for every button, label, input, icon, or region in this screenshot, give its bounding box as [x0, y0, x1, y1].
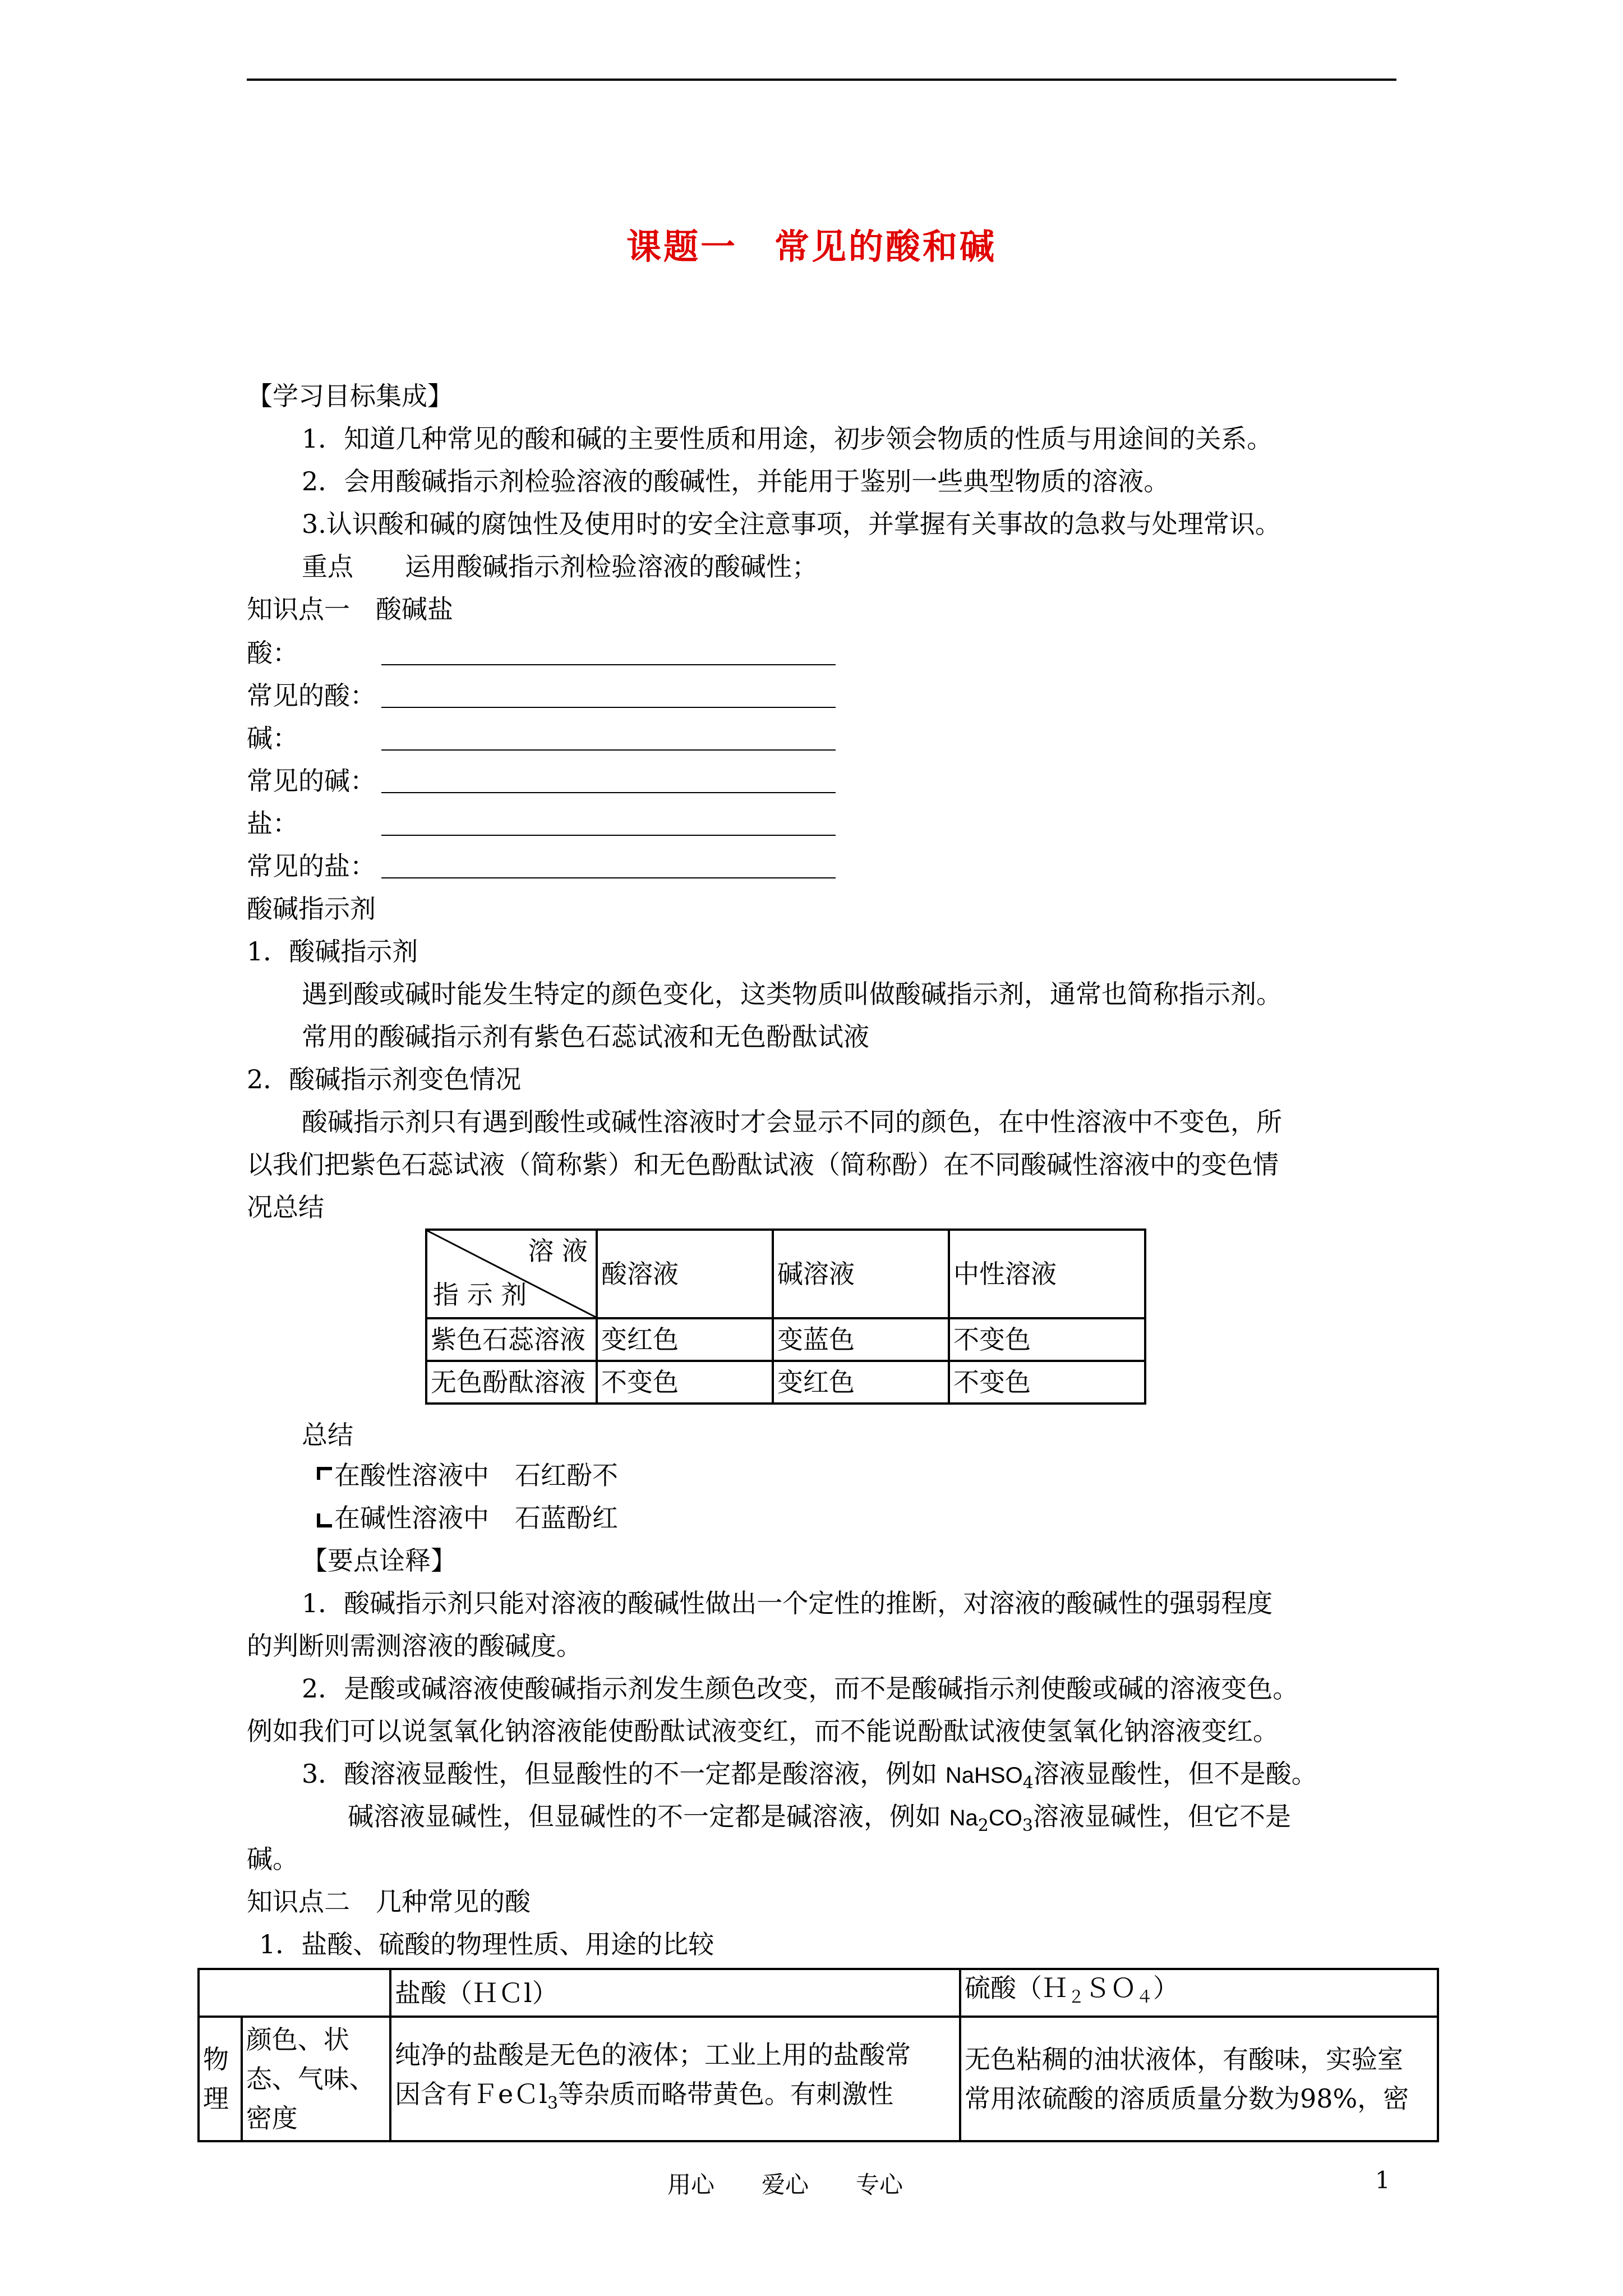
- answer-blank[interactable]: [381, 853, 836, 878]
- section-2-line: 以我们把紫色石蕊试液（简称紫）和无色酚酞试液（简称酚）在不同酸碱性溶液中的变色情: [247, 1149, 1279, 1180]
- header-text: 硫酸（Ｈ: [965, 1973, 1068, 2003]
- indicator-heading: 酸碱指示剂: [247, 894, 376, 924]
- cell-line: 无色粘稠的油状液体，有酸味，实验室: [965, 2044, 1403, 2075]
- cell-text: 等杂质而略带黄色。有刺激性: [558, 2078, 894, 2109]
- cell-text: 因含有ＦeＣl: [395, 2078, 547, 2109]
- section-2-heading: 2．酸碱指示剂变色情况: [247, 1064, 522, 1094]
- note-text: 3．酸溶液显酸性，但显酸性的不一定都是酸溶液，例如: [302, 1759, 946, 1789]
- answer-blank[interactable]: [381, 810, 836, 836]
- page-title: 课题一 常见的酸和碱: [626, 226, 997, 267]
- blank-label: 碱：: [247, 723, 298, 753]
- note-line: 碱。: [247, 1844, 298, 1874]
- table-cell: 变红色: [597, 1318, 773, 1361]
- note-line: 2．是酸或碱溶液使酸碱指示剂发生颜色改变，而不是酸碱指示剂使酸或碱的溶液变色。: [302, 1673, 1299, 1704]
- blank-line: [247, 807, 298, 840]
- note-line: [348, 1800, 1291, 1843]
- summary-line: 在碱性溶液中 石蓝酚红: [334, 1503, 618, 1533]
- section-1-paragraph: 遇到酸或碱时能发生特定的颜色变化，这类物质叫做酸碱指示剂，通常也简称指示剂。: [302, 979, 1282, 1009]
- page-number: 1: [1375, 2166, 1390, 2194]
- blank-label: 常见的碱：: [247, 766, 376, 796]
- acid-comparison-table: [197, 1968, 1439, 2142]
- subscript: ２: [1068, 1987, 1085, 2008]
- table-cell: 不变色: [949, 1318, 1145, 1361]
- subscript: 4: [1022, 1773, 1034, 1793]
- blank-line: [247, 721, 298, 755]
- footer-center: 用心 爱心 专心: [667, 2171, 903, 2198]
- chemical-formula: Na: [949, 1806, 978, 1830]
- table-header-cell: 碱溶液: [773, 1230, 949, 1318]
- blank-line: [247, 764, 376, 798]
- section-2-line: 酸碱指示剂只有遇到酸性或碱性溶液时才会显示不同的颜色，在中性溶液中不变色，所: [302, 1107, 1282, 1137]
- summary-label: 总结: [302, 1420, 353, 1450]
- answer-blank[interactable]: [381, 725, 836, 751]
- cell-line: [395, 2074, 956, 2123]
- kp2-subheading: 1．盐酸、硫酸的物理性质、用途的比较: [259, 1929, 714, 1959]
- table-cell: [390, 2017, 960, 2141]
- blank-label: 酸：: [247, 638, 298, 668]
- blank-label: 常见的盐：: [247, 851, 376, 881]
- answer-blank[interactable]: [381, 639, 836, 665]
- table-cell: 变蓝色: [773, 1318, 949, 1361]
- corner-top-label: 溶 液: [528, 1236, 588, 1266]
- table-header-cell: 酸溶液: [597, 1230, 773, 1318]
- table-cell: 不变色: [949, 1361, 1145, 1404]
- kp1-heading: 知识点一 酸碱盐: [247, 594, 453, 624]
- table-cell: [960, 2017, 1438, 2141]
- table-cell: 变红色: [773, 1361, 949, 1404]
- blank-line: [247, 849, 376, 883]
- subscript: 3: [1022, 1816, 1033, 1836]
- section-2-line: 况总结: [247, 1192, 324, 1222]
- table-row: [426, 1318, 1145, 1361]
- indicator-color-table: [425, 1228, 1146, 1405]
- goal-1: 1．知道几种常见的酸和碱的主要性质和用途，初步领会物质的性质与用途间的关系。: [302, 424, 1273, 454]
- note-line: [302, 1757, 1317, 1800]
- kp2-heading: 知识点二 几种常见的酸: [247, 1887, 531, 1917]
- note-line: 1．酸碱指示剂只能对溶液的酸碱性做出一个定性的推断，对溶液的酸碱性的强弱程度: [302, 1588, 1273, 1618]
- cell-line: 常用浓硫酸的溶质质量分数为98%，密: [965, 2083, 1409, 2114]
- chemical-formula: NaHSO: [945, 1763, 1023, 1788]
- table-cell: 无色酚酞溶液: [426, 1361, 597, 1404]
- header-rule: [247, 79, 1396, 81]
- header-text: ）: [1153, 1973, 1179, 2003]
- blank-label: 常见的酸：: [247, 680, 376, 711]
- table-corner-cell: [199, 1969, 390, 2017]
- subscript: ４: [1136, 1987, 1153, 2008]
- summary-bracket: [314, 1466, 336, 1539]
- table-header-cell: 盐酸（ＨＣl）: [390, 1969, 960, 2017]
- subscript: 3: [547, 2093, 559, 2113]
- chemical-formula: CO: [988, 1806, 1022, 1830]
- note-text: 溶液显碱性，但它不是: [1032, 1801, 1291, 1832]
- table-cell: 不变色: [597, 1361, 773, 1404]
- section-1-paragraph: 常用的酸碱指示剂有紫色石蕊试液和无色酚酞试液: [302, 1022, 869, 1052]
- subscript: 2: [978, 1816, 989, 1836]
- header-text: ＳＯ: [1085, 1973, 1136, 2003]
- corner-bottom-label: 指 示 剂: [433, 1280, 527, 1310]
- section-1-heading: 1．酸碱指示剂: [247, 936, 418, 967]
- cell-line: 纯净的盐酸是无色的液体；工业上用的盐酸常: [395, 2039, 911, 2070]
- note-line: 例如我们可以说氢氧化钠溶液能使酚酞试液变红，而不能说酚酞试液使氢氧化钠溶液变红。: [247, 1716, 1279, 1746]
- table-header-cell: [960, 1969, 1438, 2017]
- key-point: 重点 运用酸碱指示剂检验溶液的酸碱性；: [302, 551, 818, 582]
- note-text: 碱溶液显碱性，但显碱性的不一定都是碱溶液，例如: [348, 1801, 949, 1832]
- summary-line: 在酸性溶液中 石红酚不: [334, 1460, 618, 1490]
- blank-line: [247, 679, 376, 712]
- notes-heading: 【要点诠释】: [302, 1545, 457, 1576]
- goals-heading: 【学习目标集成】: [247, 381, 453, 411]
- table-row: [426, 1361, 1145, 1404]
- blank-line: [247, 636, 298, 670]
- goal-3: 3.认识酸和碱的腐蚀性及使用时的安全注意事项，并掌握有关事故的急救与处理常识。: [302, 509, 1281, 539]
- table-cell: 紫色石蕊溶液: [426, 1318, 597, 1361]
- blank-label: 盐：: [247, 808, 298, 839]
- row-label: 颜色、状态、气味、密度: [242, 2017, 390, 2141]
- table-header-cell: 中性溶液: [949, 1230, 1145, 1318]
- answer-blank[interactable]: [381, 682, 836, 708]
- row-group-label: 物理: [199, 2017, 242, 2141]
- table-corner-cell: [426, 1230, 597, 1318]
- note-text: 溶液显酸性，但不是酸。: [1033, 1759, 1317, 1789]
- goal-2: 2．会用酸碱指示剂检验溶液的酸碱性，并能用于鉴别一些典型物质的溶液。: [302, 466, 1170, 496]
- answer-blank[interactable]: [381, 767, 836, 793]
- note-line: 的判断则需测溶液的酸碱度。: [247, 1631, 582, 1661]
- table-row: [199, 2017, 1438, 2141]
